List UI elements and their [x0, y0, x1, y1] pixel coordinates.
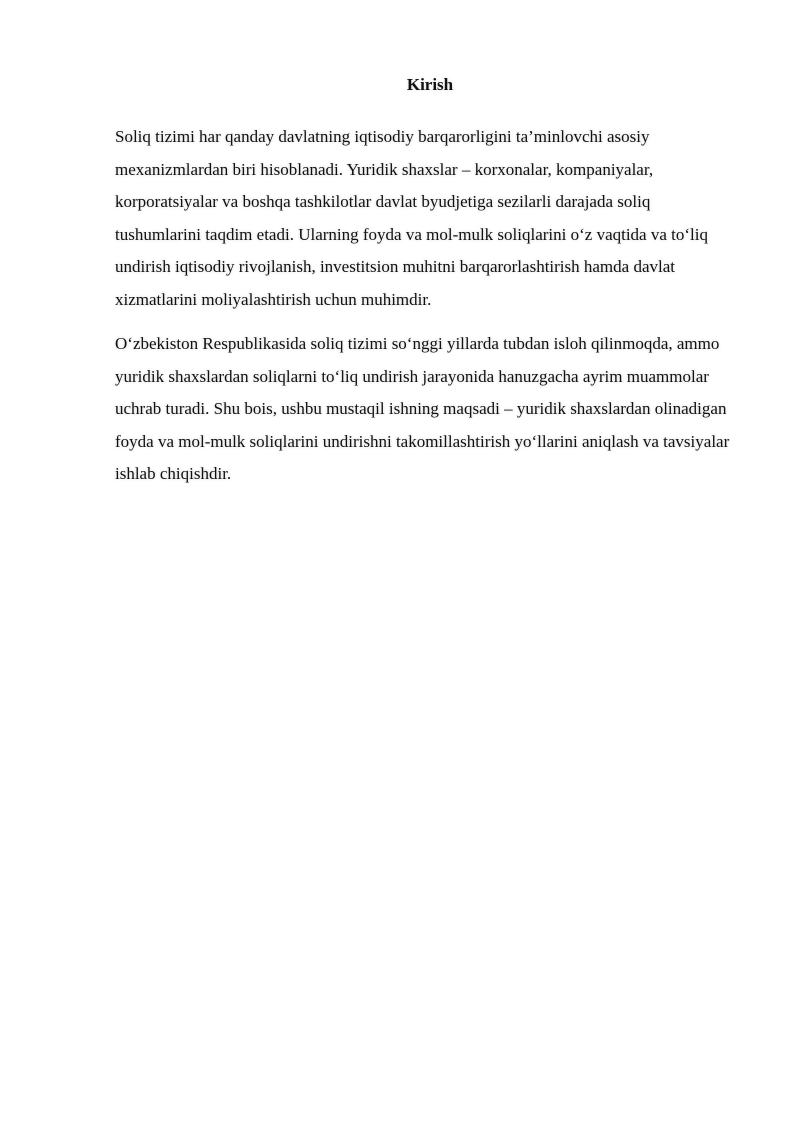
page-title-text: Kirish: [406, 75, 454, 94]
page-title: [115, 75, 745, 95]
paragraph-2: O‘zbekiston Respublikasida soliq tizimi so‘nggi yillarda tubdan isloh qilinmoqda, ammo yuridik shaxslardan soliqlarni to‘liq undirish jarayonida hanuzgacha ayrim muammolar uchrab turadi. Shu bois, ushbu mustaqil ishning maqsadi – yuridik shaxslardan olinadigan foyda va mol-mulk soliqlarini undirishni takomillashtirish yo‘llarini aniqlash va tavsiyalar ishlab chiqishdir.: [115, 334, 730, 483]
title-container: [115, 75, 745, 95]
paragraph-1: Soliq tizimi har qanday davlatning iqtisodiy barqarorligini ta’minlovchi asosiy mexanizmlardan biri hisoblanadi. Yuridik shaxslar – korxonalar, kompaniyalar, korporatsiyalar va boshqa tashkilotlar davlat byudjetiga sezilarli darajada soliq tushumlarini taqdim etadi. Ularning foyda va mol-mulk soliqlarini o‘z vaqtida va to‘liq undirish iqtisodiy rivojlanish, investitsion muhitni barqarorlashtirish hamda davlat xizmatlarini moliyalashtirish uchun muhimdir.: [115, 127, 708, 309]
